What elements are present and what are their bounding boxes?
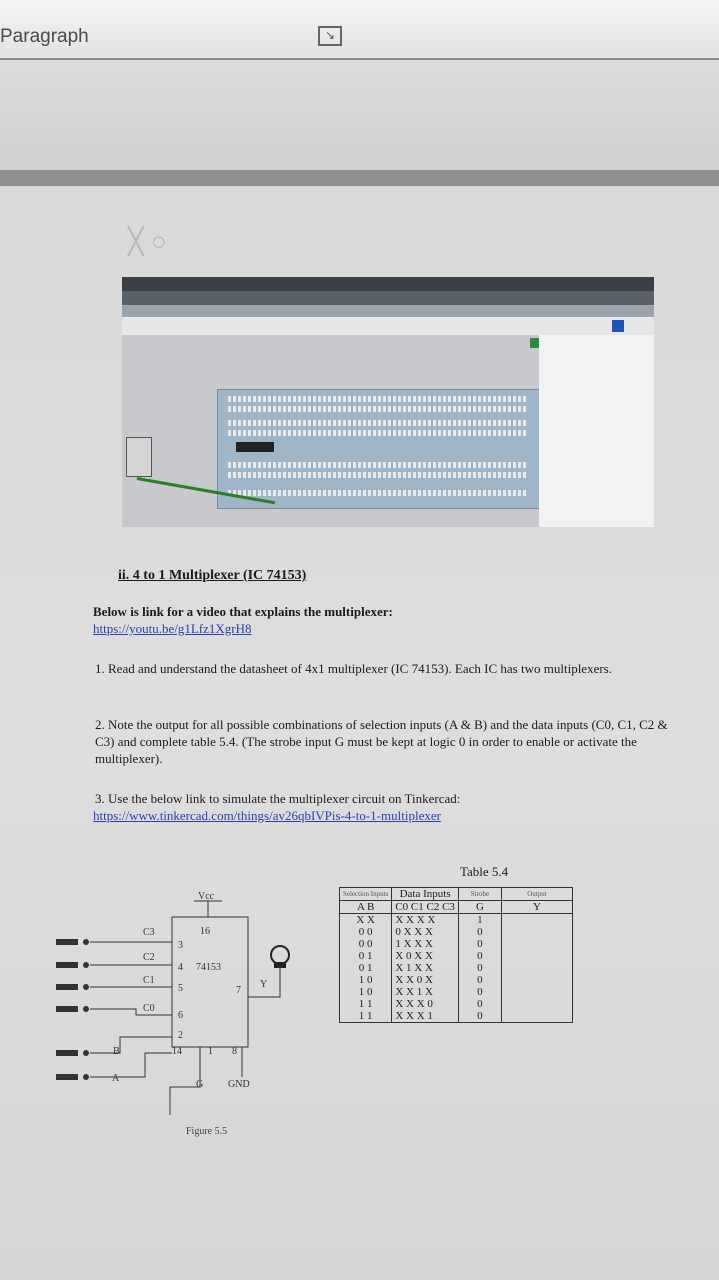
pin-1: 1 bbox=[208, 1046, 213, 1057]
list-item-1: 1. Read and understand the datasheet of 4x1 multiplexer (IC 74153). Each IC has two multiplexers. bbox=[95, 661, 612, 676]
ab-column bbox=[340, 914, 392, 1023]
screenshot-menubar bbox=[122, 277, 654, 291]
g-column bbox=[458, 914, 501, 1023]
pin-14: 14 bbox=[172, 1046, 182, 1057]
col-output: Output bbox=[501, 888, 572, 901]
ab-cell: 1 1 bbox=[358, 998, 373, 1010]
video-intro: Below is link for a video that explains the multiplexer: bbox=[93, 604, 393, 619]
g-cell: 0 bbox=[477, 986, 483, 998]
pin-6: 6 bbox=[178, 1010, 183, 1021]
y-column[interactable] bbox=[501, 914, 572, 1023]
ab-cell: 0 0 bbox=[358, 926, 373, 938]
g-label: G bbox=[196, 1079, 204, 1090]
ab-cell: 1 0 bbox=[358, 974, 373, 986]
breadboard-row bbox=[228, 406, 528, 412]
dip-switch bbox=[126, 437, 152, 477]
output-led-icon bbox=[271, 946, 289, 968]
input-b: B bbox=[113, 1046, 120, 1057]
pin-8: 8 bbox=[232, 1046, 237, 1057]
tinkercad-screenshot bbox=[122, 277, 654, 527]
breadboard-row bbox=[228, 430, 528, 436]
c-cell: X X X 1 bbox=[395, 1010, 433, 1022]
breadboard-row bbox=[228, 490, 528, 496]
g-cell: 0 bbox=[477, 998, 483, 1010]
ab-cell: X X bbox=[356, 914, 375, 926]
breadboard bbox=[217, 389, 541, 509]
cursor-icon: ╳ ○ bbox=[128, 226, 167, 256]
ab-cell: 0 0 bbox=[358, 938, 373, 950]
ab-cell: 0 1 bbox=[358, 962, 373, 974]
table-subheader-row bbox=[340, 901, 573, 914]
c-cell: X X 0 X bbox=[395, 974, 433, 986]
pin-4: 4 bbox=[178, 962, 183, 973]
col-data-inputs: Data Inputs bbox=[392, 888, 459, 901]
c-cell: X X X 0 bbox=[395, 998, 433, 1010]
multiplexer-circuit-diagram bbox=[50, 887, 295, 1127]
pin-2: 2 bbox=[178, 1030, 183, 1041]
vcc-label: Vcc bbox=[198, 891, 215, 902]
input-c2: C2 bbox=[143, 952, 155, 963]
g-cell: 0 bbox=[477, 974, 483, 986]
figure-caption: Figure 5.5 bbox=[186, 1126, 228, 1137]
g-cell: 0 bbox=[477, 926, 483, 938]
subheader-ab: A B bbox=[340, 901, 392, 914]
g-cell: 0 bbox=[477, 1010, 483, 1022]
components-panel bbox=[539, 335, 654, 527]
input-c1: C1 bbox=[143, 975, 155, 986]
g-cell: 0 bbox=[477, 938, 483, 950]
c-cell: X 1 X X bbox=[395, 962, 433, 974]
truth-table bbox=[339, 887, 573, 1023]
screenshot-square-icon bbox=[612, 320, 624, 332]
switch-icons bbox=[56, 939, 89, 1080]
subheader-c: C0 C1 C2 C3 bbox=[392, 901, 459, 914]
subheader-g: G bbox=[458, 901, 501, 914]
breadboard-row bbox=[228, 420, 528, 426]
paragraph-group-label: Paragraph bbox=[0, 26, 89, 47]
dialog-launcher-icon[interactable]: ↘ bbox=[318, 26, 342, 46]
table-header-row bbox=[340, 888, 573, 901]
input-c0: C0 bbox=[143, 1003, 155, 1014]
subheader-y: Y bbox=[501, 901, 572, 914]
input-a: A bbox=[112, 1073, 120, 1084]
col-selection: Selection Inputs bbox=[340, 888, 392, 901]
breadboard-row bbox=[228, 472, 528, 478]
section-heading: ii. 4 to 1 Multiplexer (IC 74153) bbox=[118, 568, 307, 583]
list-item-3: 3. Use the below link to simulate the multiplexer circuit on Tinkercad: bbox=[95, 791, 461, 806]
pin-16: 16 bbox=[200, 926, 210, 937]
breadboard-row bbox=[228, 462, 528, 468]
ab-cell: 1 0 bbox=[358, 986, 373, 998]
pin-5: 5 bbox=[178, 983, 183, 994]
ab-cell: 0 1 bbox=[358, 950, 373, 962]
video-link[interactable]: https://youtu.be/g1Lfz1XgrH8 bbox=[93, 621, 252, 636]
document-edge bbox=[0, 170, 719, 186]
g-cell: 1 bbox=[477, 914, 483, 926]
breadboard-row bbox=[228, 396, 528, 402]
screenshot-tabs bbox=[122, 291, 654, 305]
ruler-area bbox=[0, 60, 719, 170]
input-c3: C3 bbox=[143, 927, 155, 938]
table-body-row bbox=[340, 914, 573, 1023]
pin-3: 3 bbox=[178, 940, 183, 951]
screenshot-toolbar bbox=[122, 317, 654, 335]
c-column bbox=[392, 914, 459, 1023]
c-cell: 1 X X X bbox=[395, 938, 433, 950]
c-cell: X 0 X X bbox=[395, 950, 433, 962]
c-cell: 0 X X X bbox=[395, 926, 433, 938]
gnd-label: GND bbox=[228, 1079, 250, 1090]
output-y: Y bbox=[260, 979, 268, 990]
table-caption: Table 5.4 bbox=[460, 864, 509, 879]
list-item-2: 2. Note the output for all possible combinations of selection inputs (A & B) and the data inputs (C0, C1, C2 & C3) and complete table 5.4. (The strobe input G must be kept at logic 0 in order to enable or activate the multiplexer). bbox=[95, 717, 668, 766]
ab-cell: 1 1 bbox=[358, 1010, 373, 1022]
ribbon-paragraph-group bbox=[0, 0, 719, 60]
pin-7: 7 bbox=[236, 985, 241, 996]
c-cell: X X 1 X bbox=[395, 986, 433, 998]
screenshot-addressbar bbox=[122, 305, 654, 317]
input-wires bbox=[90, 942, 280, 1115]
c-cell: X X X X bbox=[395, 914, 436, 926]
g-cell: 0 bbox=[477, 962, 483, 974]
col-strobe: Strobe bbox=[458, 888, 501, 901]
g-cell: 0 bbox=[477, 950, 483, 962]
ic-body bbox=[172, 917, 248, 1047]
ic-label: 74153 bbox=[196, 962, 221, 973]
tinkercad-link[interactable]: https://www.tinkercad.com/things/av26qbIVPis-4-to-1-multiplexer bbox=[93, 808, 441, 823]
ic-chip bbox=[236, 442, 274, 452]
